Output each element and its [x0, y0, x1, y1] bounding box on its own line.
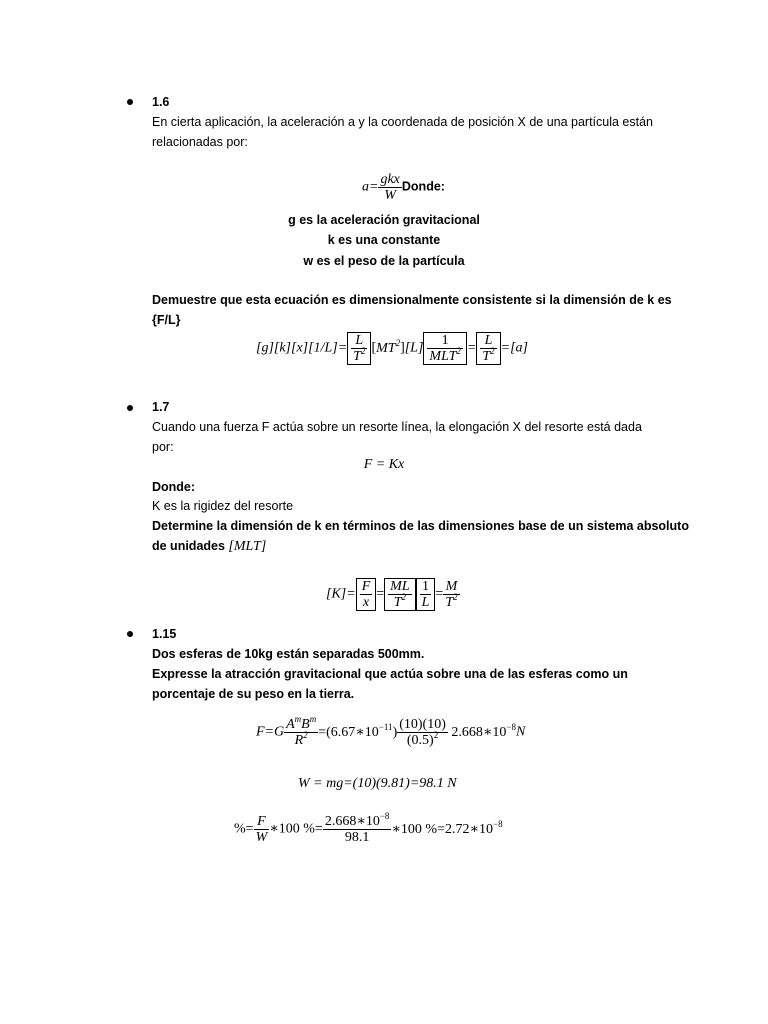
frac-den-t2: $T^2$ — [353, 346, 366, 364]
frac-am-bm-r2 — [284, 714, 318, 748]
frac-num-1: 1 — [420, 579, 432, 595]
problem-number-1-7: 1.7 — [152, 400, 170, 414]
frac-m-t2 — [443, 579, 459, 610]
f-lhs: F=G — [256, 724, 285, 740]
problem-text-line-1: En cierta aplicación, la aceleración a y la coordenada de posición X de una partícula están — [152, 115, 654, 129]
equation-spring-dimension: [K]= $\frac{F}{x}$ = $\frac{ML}{T^2}$ $\frac{1}{L}$ = $\frac{M}{T^2}$ — [326, 579, 458, 610]
frac-num-1: 1 — [427, 333, 462, 349]
frac-num-f: F — [361, 579, 371, 594]
frac-masses-distance — [397, 717, 448, 748]
frac-num-f: F — [254, 814, 270, 830]
equation-gravitational-force — [256, 714, 526, 748]
dim-lhs: [g][k][x][1/L]= — [256, 340, 348, 356]
dim-result: =[a] — [500, 340, 528, 356]
problem-text-line-1: Dos esferas de 10kg están separadas 500mm. — [152, 647, 425, 661]
frac-num-ml: ML — [390, 579, 410, 594]
equation-weight: W = mg=(10)(9.81)=98.1 N — [298, 776, 457, 791]
dim-equals: = — [466, 340, 477, 356]
problem-text-line-2: Expresse la atracción gravitacional que actúa sobre una de las esferas como un — [152, 667, 628, 681]
bullet-1-6 — [127, 99, 133, 105]
bracket-ml-t2 — [384, 578, 415, 611]
frac-den-r2: $R^2$ — [294, 730, 308, 748]
question-text: de unidades — [152, 539, 225, 553]
dim-mt2: $MT^2$ — [376, 337, 401, 356]
eq-numerator: gkx — [380, 172, 400, 187]
frac-den-x: x — [362, 595, 370, 610]
dim-l: [L] — [404, 340, 424, 356]
frac-force-weight — [323, 811, 392, 845]
frac-num-m: M — [443, 579, 459, 595]
problem-text-line-3: porcentaje de su peso en la tierra. — [152, 687, 355, 701]
unit-system-bracket: [MLT] — [228, 539, 267, 554]
bracket-frac-l-t2-result — [476, 332, 500, 365]
frac-den-w: W — [255, 830, 268, 845]
equation-spring-force: F = Kx — [363, 457, 405, 472]
p-lhs: %= — [234, 821, 254, 837]
eq-lhs: a= — [362, 179, 379, 195]
problem-text-line-2: por: — [152, 440, 174, 454]
frac-num-ambm: $A^mB^m$ — [286, 714, 317, 732]
frac-den-weight: 98.1 — [344, 830, 370, 845]
bracket-frac-1-mlt2 — [423, 332, 466, 365]
f-unit: N — [515, 724, 526, 740]
problem-number-1-6: 1.6 — [152, 95, 170, 109]
bullet-1-7 — [127, 405, 133, 411]
frac-den-t2-b: $T^2$ — [482, 346, 495, 364]
problem-text-line-2: relacionadas por: — [152, 135, 248, 149]
equation-percentage — [234, 811, 503, 845]
question-line-2: {F/L} — [152, 313, 181, 327]
donde-label: Donde: — [401, 179, 445, 194]
p-mid: ∗100 %= — [269, 821, 323, 837]
frac-den-distance: $(0.5)^2$ — [406, 730, 439, 748]
definition-w: w es el peso de la partícula — [303, 254, 465, 268]
p-result: ∗100 $\%=2.72∗10^{-8}$ — [391, 818, 503, 837]
definition-g: g es la aceleración gravitacional — [288, 213, 480, 227]
frac-f-w — [254, 814, 270, 845]
f-result: $2.668∗10^{-8}$ — [451, 721, 516, 740]
equation-dimensional-check: [g][k][x][1/L]= $\frac{L}{T^2}$ $[MT^2][L]$ $\frac{1}{MLT^2}$ = $\frac{L}{T^2}$ =[a] — [256, 333, 528, 364]
bracket-frac-l-t2 — [347, 332, 371, 365]
frac-den-mlt2: MLT$^2$ — [429, 346, 461, 364]
bracket-1-l — [416, 578, 436, 611]
question-line-1: Determine la dimensión de k en términos de las dimensiones base de un sistema absoluto — [152, 519, 689, 533]
eq-denominator: W — [384, 188, 396, 203]
donde-label: Donde: — [152, 480, 196, 494]
frac-den-t2: $T^2$ — [393, 592, 407, 610]
question-line-1: Demuestre que esta ecuación es dimensionalmente consistente si la dimensión de k es — [152, 293, 672, 307]
frac-den-t2-b: $T^2$ — [445, 592, 458, 610]
frac-num-masses: (10)(10) — [399, 717, 446, 732]
k-lhs: [K]= — [326, 586, 356, 602]
eq-fraction — [378, 172, 401, 203]
equation-acceleration — [362, 172, 445, 203]
frac-num-l: L — [351, 333, 367, 349]
definition-k: K es la rigidez del resorte — [152, 499, 294, 513]
question-line-2 — [152, 537, 266, 556]
bracket-f-x — [356, 578, 377, 611]
frac-num-l2: L — [480, 333, 496, 349]
definition-k: k es una constante — [327, 233, 441, 247]
frac-num-force: $2.668∗10^{-8}$ — [324, 811, 390, 829]
f-mid: $=(6.67∗10^{-11})$ — [318, 721, 398, 740]
bullet-1-15 — [127, 631, 133, 637]
problem-number-1-15: 1.15 — [152, 627, 177, 641]
frac-den-l: L — [421, 595, 430, 610]
problem-text-line-1: Cuando una fuerza F actúa sobre un resorte línea, la elongación X del resorte está dada — [152, 420, 642, 434]
